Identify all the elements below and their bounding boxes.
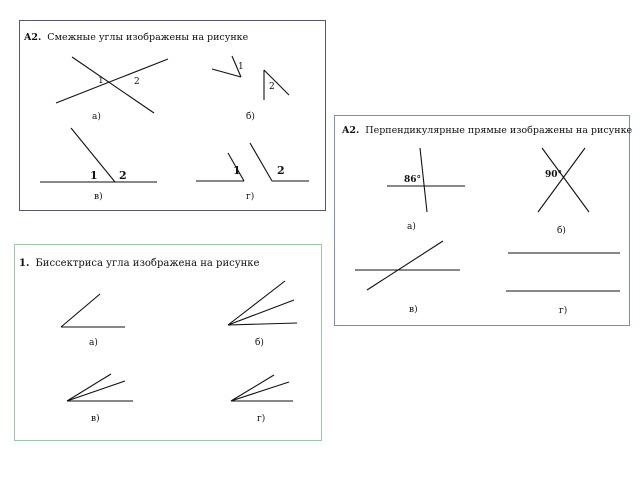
fig-c-label-1: 1	[90, 169, 98, 182]
perp-a-caption: а)	[407, 222, 416, 232]
bisector-task-text: Биссектриса угла изображена на рисунке	[35, 258, 260, 269]
fig-b-label-1: 1	[238, 62, 244, 72]
fig-a-line-1	[56, 59, 168, 103]
fig-c-caption: в)	[94, 192, 103, 202]
fig-b-ray-1	[212, 69, 241, 77]
bis-b-top-ray	[228, 281, 285, 325]
perp-b-line-2	[538, 148, 585, 212]
perpendicular-lines-card	[334, 115, 633, 326]
bis-a-ray	[61, 294, 100, 327]
fig-b-label-2: 2	[269, 82, 275, 92]
fig-a-label-1: 1	[98, 76, 104, 86]
perp-c-slanted	[367, 241, 443, 290]
adjacent-task-number: A2.	[24, 32, 42, 43]
bis-b-base	[228, 323, 297, 325]
fig-a-label-2: 2	[134, 77, 140, 87]
bis-a-caption: а)	[89, 338, 98, 348]
perp-b-line-1	[542, 148, 589, 212]
perpendicular-task-number: A2.	[342, 125, 360, 136]
fig-a-line-2	[72, 57, 154, 113]
fig-a-caption: а)	[92, 112, 101, 122]
bis-c-caption: в)	[91, 414, 100, 424]
bisector-task-number: 1.	[19, 258, 30, 269]
perpendicular-task-text: Перпендикулярные прямые изображены на рисунке	[365, 125, 633, 136]
bis-b-caption: б)	[255, 338, 264, 348]
adjacent-angles-card	[19, 20, 326, 211]
perp-a-angle-label: 86°	[404, 175, 422, 185]
bis-c-middle-ray	[67, 381, 125, 401]
perp-b-angle-label: 90°	[545, 170, 563, 180]
bis-d-top-ray	[231, 375, 274, 401]
bis-d-caption: г)	[257, 414, 266, 424]
bis-b-middle-ray	[228, 300, 294, 325]
fig-b-caption: б)	[246, 112, 255, 122]
fig-c-label-2: 2	[119, 169, 127, 182]
perpendicular-figures	[335, 116, 631, 327]
fig-d-ray-2	[250, 143, 272, 181]
fig-d-caption: г)	[246, 192, 255, 202]
perp-d-caption: г)	[559, 306, 568, 316]
fig-d-label-1: 1	[233, 164, 241, 177]
adjacent-task-text: Смежные углы изображены на рисунке	[47, 32, 249, 43]
perp-b-caption: б)	[557, 226, 566, 236]
perp-a-slanted	[420, 148, 427, 212]
bis-d-middle-ray	[231, 382, 289, 401]
fig-d-label-2: 2	[277, 164, 285, 177]
bisector-card	[14, 244, 322, 441]
bis-c-top-ray	[67, 374, 111, 401]
bisector-figures	[15, 245, 323, 442]
adjacent-angles-figures	[20, 21, 327, 212]
fig-b-ray-4	[264, 70, 289, 95]
perp-c-caption: в)	[409, 305, 418, 315]
